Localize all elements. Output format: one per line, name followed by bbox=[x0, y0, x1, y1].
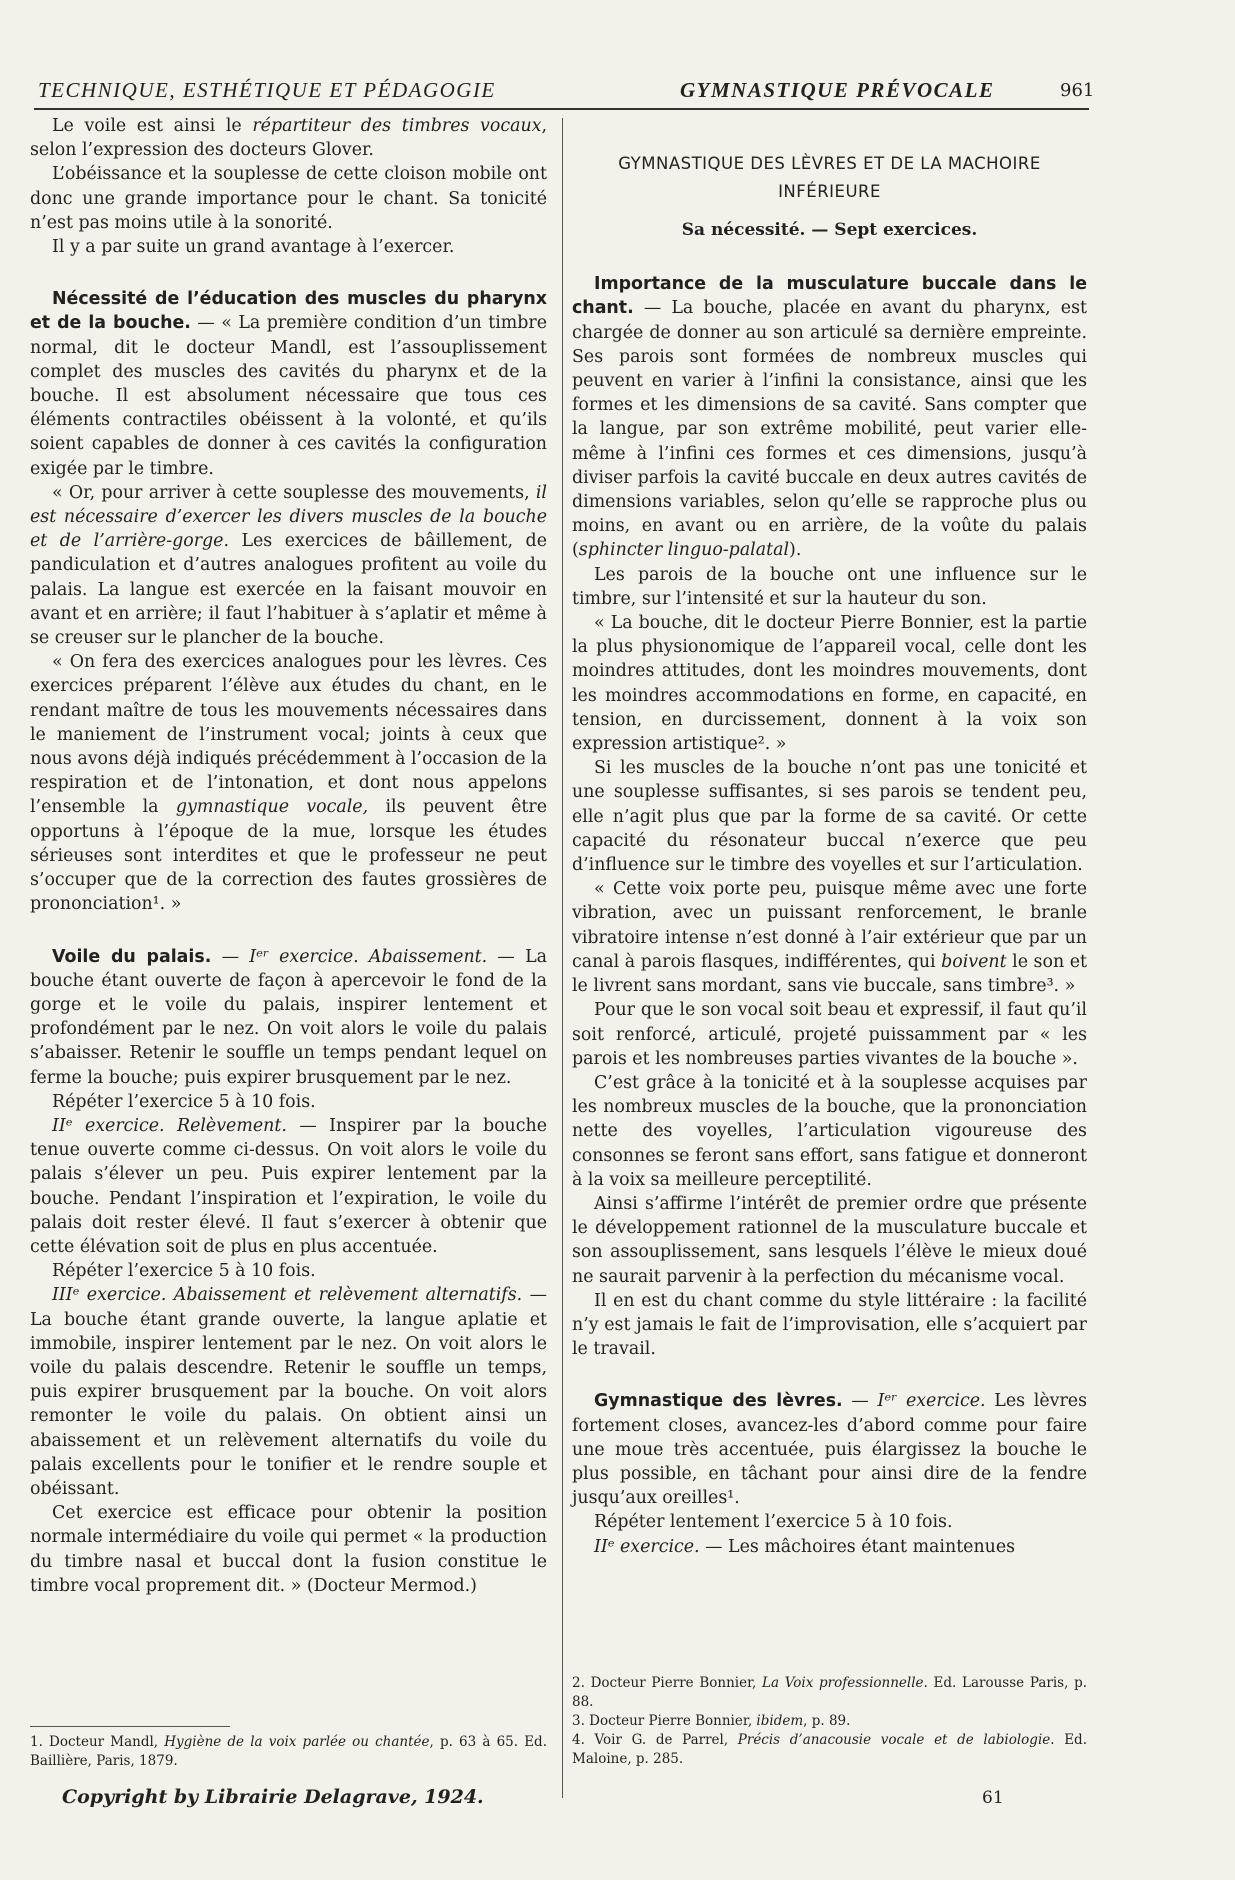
paragraph: « La bouche, dit le docteur Pierre Bonnier, est la partie la plus physionomique de l’appareil vocal, celle dont les moindres attitudes, dont les moindres mouvements, dont les moindres accommodations en forme, en capacité, en tension, en durcissement, donnent à la voix son expression artistique². » bbox=[572, 613, 1087, 755]
text: ils peuvent être opportuns à l’époque de la mue, lorsque les études sérieuses sont interdites et que le professeur ne peut s’occuper que de la correction des fautes grossières de prononciation¹. » bbox=[30, 797, 548, 915]
text: . Les exercices de bâillement, de pandiculation et d’autres analogues profitent au voile du palais. La langue est exercée en la faisant mouvoir en avant et en arrière; il faut l’habituer à s’aplatir et même à se creuser sur le plancher de la bouche. bbox=[30, 531, 547, 649]
exercise-label: — Iᵉʳ exercice. Abaissement. bbox=[211, 946, 488, 967]
italic-text: répartiteur des timbres vocaux bbox=[252, 116, 542, 136]
right-column bbox=[572, 150, 1087, 1559]
paragraph bbox=[572, 272, 1087, 562]
paragraph bbox=[30, 114, 547, 162]
paragraph bbox=[30, 1114, 547, 1259]
exercise-label: — Iᵉʳ exercice. bbox=[842, 1391, 986, 1412]
section-subtitle: Sa nécessité. — Sept exercices. bbox=[681, 220, 978, 240]
paragraph bbox=[30, 481, 547, 650]
paragraph bbox=[572, 1535, 1087, 1559]
paragraph: Cet exercice est efficace pour obtenir la position normale intermédiaire du voile qui permet « la production du timbre nasal et buccal dont la fusion constitue le timbre vocal proprement dit. » (Docteur Mermod.) bbox=[30, 1503, 547, 1596]
text: « Cette voix porte peu, puisque même avec une forte vibration, avec un puissant renforcement, le branle vibratoire intense n’est donné à l’air extérieur que par un canal à parois flasques, indifférentes, qui bbox=[572, 879, 1087, 972]
paragraph: Répéter l’exercice 5 à 10 fois. bbox=[52, 1261, 316, 1282]
footnote-left bbox=[30, 1726, 547, 1771]
paragraph: Ainsi s’affirme l’intérêt de premier ordre que présente le développement rationnel de la musculature buccale et son assouplissement, sans lesquels l’élève le mieux doué ne saurait parvenir à la perfection du mécanisme vocal. bbox=[572, 1193, 1087, 1287]
footnote bbox=[572, 1731, 1087, 1769]
italic-text: gymnastique vocale, bbox=[175, 797, 369, 818]
section-title: GYMNASTIQUE DES LÈVRES ET DE LA MACHOIRE INFÉRIEURE bbox=[618, 154, 1041, 201]
paragraph bbox=[572, 877, 1087, 998]
paragraph bbox=[572, 1389, 1087, 1510]
text: , p. 63 à 65. Ed. Baillière, Paris, 1879. bbox=[30, 1734, 547, 1769]
text: — Inspirer par la bouche tenue ouverte comme ci-dessus. On voit alors le voile du palais s’élever un peu. Puis expirer lentement par la bouche. Pendant l’inspiration et l’expiration, le voile du palais doit rester élevé. Il faut s’exercer à obtenir que cette élévation soit de plus en plus accentuée. bbox=[30, 1115, 547, 1257]
text: — La bouche étant ouverte de façon à apercevoir le fond de la gorge et le voile du palais, inspirer lentement et profondément par le nez. On voit alors le voile du palais s’abaisser. Retenir le souffle un temps pendant lequel on ferme la bouche; puis expirer brusquement par le nez. bbox=[30, 946, 547, 1088]
exercise-label: IIᵉ exercice. Relèvement. bbox=[52, 1115, 287, 1136]
text: . Ed. Maloine, p. 285. bbox=[572, 1732, 1087, 1767]
paragraph: Il en est du chant comme du style littéraire : la facilité n’y est jamais le fait de l’improvisation, elle s’acquiert par le travail. bbox=[572, 1290, 1087, 1360]
paragraph bbox=[30, 945, 547, 1090]
text: — La bouche étant grande ouverte, la langue aplatie et immobile, inspirer lentement par le nez. On voit alors le voile du palais descendre. Retenir le souffle un temps, puis expirer brusquement par la bouche. On voit alors remonter le voile du palais. On obtient ainsi un abaissement et un relèvement alternatifs du voile du palais excellents pour le tonifier et le rendre souple et obéissant. bbox=[30, 1285, 547, 1499]
paragraph bbox=[30, 1283, 547, 1501]
folio-number: 61 bbox=[982, 1788, 1004, 1808]
paragraph: L’obéissance et la souplesse de cette cloison mobile ont donc une grande importance pour le chant. Sa tonicité n’est pas moins utile à la sonorité. bbox=[30, 164, 547, 233]
section-heading: Importance de la musculature buccale dans le chant. bbox=[572, 274, 1087, 319]
column-divider bbox=[562, 118, 563, 1798]
footnotes-right bbox=[572, 1674, 1087, 1769]
text: Les lèvres fortement closes, avancez-les d’abord comme pour faire une moue très accentuée, puis élargissez la bouche le plus possible, en tâchant pour ainsi dire de la fendre jusqu’aux oreilles¹. bbox=[572, 1391, 1088, 1509]
footnote bbox=[572, 1712, 1087, 1731]
section-heading: Voile du palais. bbox=[52, 946, 212, 967]
paragraph bbox=[30, 287, 547, 481]
text: 3. Docteur Pierre Bonnier, bbox=[572, 1713, 757, 1729]
left-column bbox=[30, 114, 547, 1598]
text: « Or, pour arriver à cette souplesse des mouvements, bbox=[52, 482, 536, 503]
italic-text: sphincter linguo-palatal bbox=[578, 540, 790, 561]
running-header-left: TECHNIQUE, ESTHÉTIQUE ET PÉDAGOGIE bbox=[38, 78, 496, 102]
text: 4. Voir G. de Parrel, bbox=[572, 1732, 738, 1748]
italic-text: il est nécessaire d’exercer les divers muscles de la bouche et de l’arrière-gorge bbox=[30, 482, 547, 552]
text: — Les mâchoires étant maintenues bbox=[699, 1536, 1016, 1557]
footnote bbox=[572, 1674, 1087, 1712]
paragraph: Il y a par suite un grand avantage à l’exercer. bbox=[52, 237, 455, 258]
paragraph: Pour que le son vocal soit beau et expressif, il faut qu’il soit renforcé, articulé, projeté puissamment par « les parois et les nombreuses parties vivantes de la bouche ». bbox=[572, 1000, 1087, 1069]
paragraph: Les parois de la bouche ont une influence sur le timbre, sur l’intensité et sur la hauteur du son. bbox=[572, 564, 1087, 609]
italic-text: La Voix professionnelle bbox=[762, 1675, 924, 1691]
exercise-label: IIIᵉ exercice. Abaissement et relèvement alternatifs. bbox=[52, 1285, 523, 1306]
text: 1. Docteur Mandl, bbox=[30, 1734, 165, 1750]
text: « On fera des exercices analogues pour les lèvres. Ces exercices préparent l’élève aux études du chant, en le rendant maître de tous les mouvements nécessaires dans le maniement de l’instrument vocal; joints à ceux que nous avons déjà indiqués précédemment à l’occasion de la respiration et de l’intonation, et dont nous appelons l’ensemble la bbox=[30, 652, 547, 818]
text: — La bouche, placée en avant du pharynx, est chargée de donner au son articulé sa dernière empreinte. Ses parois sont formées de nombreux muscles qui peuvent en varier à l’infini la consistance, ainsi que les formes et les dimensions de sa cavité. Sans compter que la langue, par son extrême mobilité, peut varier elle-même à l’infini ces formes et ces dimensions, jusqu’à diviser parfois la cavité buccale en deux autres cavités de dimensions variables, selon qu’elle se rapproche plus ou moins, en avant ou en arrière, de la voûte du palais ( bbox=[572, 298, 1087, 561]
exercise-label: IIᵉ exercice. bbox=[594, 1536, 700, 1557]
italic-text: Hygiène de la voix parlée ou chantée bbox=[164, 1734, 430, 1750]
paragraph bbox=[30, 650, 547, 916]
text: , p. 89. bbox=[803, 1713, 851, 1729]
text: le son et le livrent sans mordant, sans vie buccale, sans timbre³. » bbox=[572, 951, 1087, 997]
italic-text: boivent bbox=[941, 951, 1007, 972]
text: . Ed. Larousse Paris, p. 88. bbox=[572, 1675, 1087, 1710]
section-heading: Nécessité de l’éducation des muscles du pharynx et de la bouche. bbox=[30, 289, 547, 334]
paragraph: Répéter lentement l’exercice 5 à 10 fois. bbox=[594, 1512, 953, 1533]
paragraph: C’est grâce à la tonicité et à la souplesse acquises par les nombreux muscles de la bouche, que la prononciation nette des voyelles, l’articulation vigoureuse des consonnes se feront sans effort, sans fatigue et donneront à la voix sa meilleure perceptilité. bbox=[572, 1072, 1087, 1190]
footnote-rule bbox=[30, 1726, 230, 1727]
section-heading: Gymnastique des lèvres. bbox=[594, 1391, 843, 1412]
text: — « La première condition d’un timbre normal, dit le docteur Mandl, est l’assouplissement complet des muscles des cavités du pharynx et de la bouche. Il est absolument nécessaire que tous ces éléments contractiles obéissent à la volonté, et qu’ils soient capables de donner à ces cavités la configuration exigée par le timbre. bbox=[30, 313, 547, 479]
text: , selon l’expression des docteurs Glover. bbox=[30, 116, 547, 161]
running-header-right: GYMNASTIQUE PRÉVOCALE bbox=[680, 78, 995, 102]
copyright-notice: Copyright by Librairie Delagrave, 1924. bbox=[62, 1786, 484, 1808]
text: Le voile est ainsi le bbox=[52, 116, 253, 136]
italic-text: ibidem bbox=[756, 1713, 804, 1729]
page-number: 961 bbox=[1060, 80, 1095, 101]
text: 2. Docteur Pierre Bonnier, bbox=[572, 1675, 763, 1691]
paragraph: Si les muscles de la bouche n’ont pas une tonicité et une souplesse suffisantes, si ses parois se tendent peu, elle n’agit plus que par la forme de sa cavité. Or cette capacité du résonateur buccal n’exerce que peu d’influence sur le timbre des voyelles et sur l’articulation. bbox=[572, 758, 1087, 876]
paragraph: Répéter l’exercice 5 à 10 fois. bbox=[52, 1091, 316, 1112]
header-rule bbox=[34, 108, 1089, 110]
italic-text: Précis d’anacousie vocale et de labiologie bbox=[737, 1732, 1051, 1748]
text: ). bbox=[789, 540, 802, 561]
